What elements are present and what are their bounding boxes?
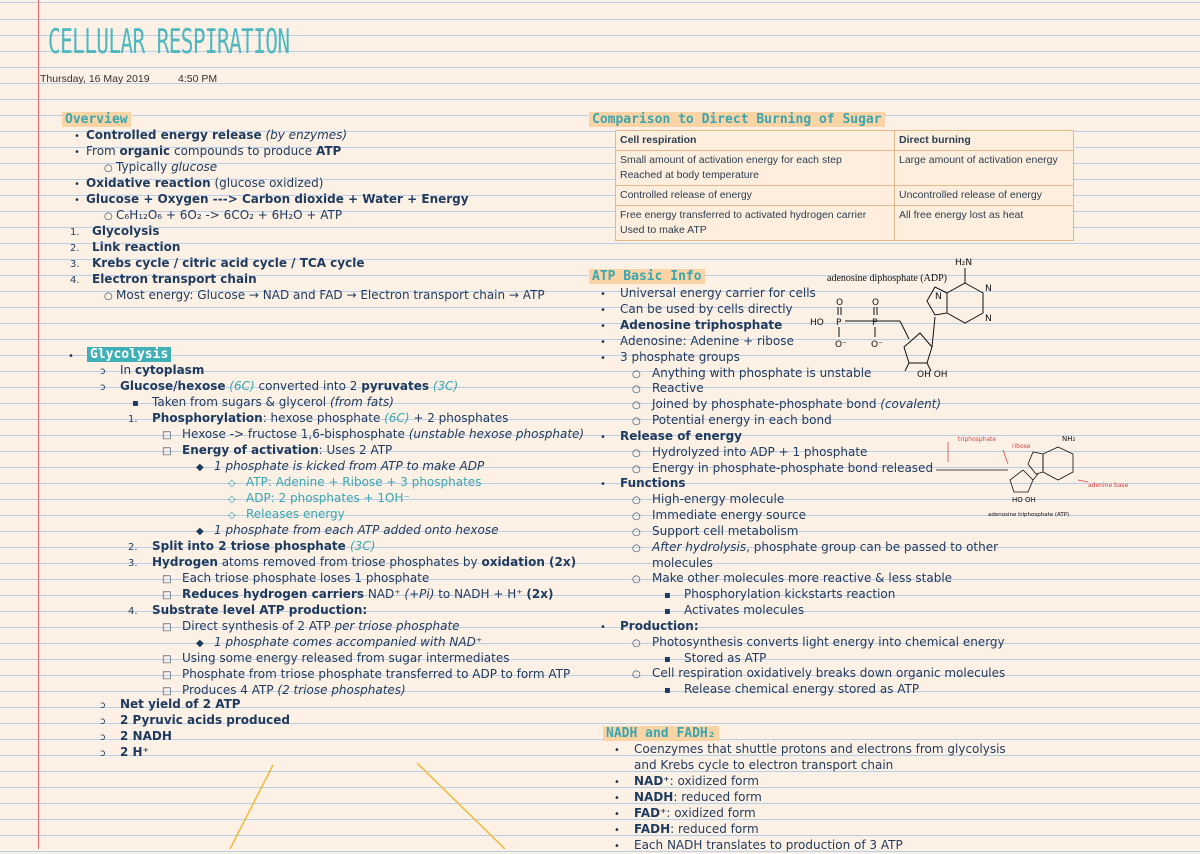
list-item: ○ Make other molecules more reactive & less stable (632, 571, 953, 585)
list-item: 3. Krebs cycle / citric acid cycle / TCA cycle (70, 256, 365, 270)
list-item: ○ Anything with phosphate is unstable (632, 366, 872, 380)
list-item: ͻ Glucose/hexose (6C) converted into 2 pyruvates (3C) (100, 379, 459, 393)
atp-caption: adenosine triphosphate (ATP) (988, 512, 1070, 518)
comparison-table (615, 130, 1074, 241)
list-item: □ Phosphate from triose phosphate transferred to ADP to form ATP (162, 667, 571, 681)
list-item: ○ Energy in phosphate-phosphate bond released (632, 461, 934, 475)
list-item: □ Energy of activation: Uses 2 ATP (162, 443, 393, 457)
oh-label: HO OH (1012, 496, 1036, 504)
list-item: • Release of energy (600, 429, 742, 443)
table-row (616, 186, 1074, 206)
p-label: P (836, 318, 842, 328)
n-label: N (985, 284, 992, 294)
list-item: □ Direct synthesis of 2 ATP per triose phosphate (162, 619, 460, 633)
table-header: Cell respiration (616, 131, 895, 151)
list-item: ○ High-energy molecule (632, 492, 785, 506)
list-item: ○ Joined by phosphate-phosphate bond (covalent) (632, 397, 942, 411)
list-item: • Glucose + Oxygen ---> Carbon dioxide + Water + Energy (74, 192, 469, 206)
list-item: • Production: (600, 619, 699, 633)
list-item: ○ Cell respiration oxidatively breaks down organic molecules (632, 666, 1006, 680)
list-item: ◆ 1 phosphate comes accompanied with NAD⁺ (196, 635, 483, 649)
comparison-heading: Comparison to Direct Burning of Sugar (589, 112, 885, 127)
list-item: 4. Substrate level ATP production: (128, 603, 368, 617)
list-item: • FAD⁺: oxidized form (614, 806, 756, 820)
table-row (616, 131, 1074, 151)
list-item: □ Produces 4 ATP (2 triose phosphates) (162, 683, 406, 697)
list-item: ○ Support cell metabolism (632, 524, 799, 538)
nadh-heading: NADH and FADH₂ (603, 726, 719, 741)
list-item: • Controlled energy release (by enzymes) (74, 128, 348, 142)
table-header: Direct burning (895, 131, 1074, 151)
list-item: ○ C₆H₁₂O₆ + 6O₂ -> 6CO₂ + 6H₂O + ATP (104, 208, 343, 222)
table-row (616, 206, 1074, 241)
page-title: CELLULAR RESPIRATION (48, 22, 290, 62)
o-label: O (872, 298, 880, 308)
oh-label: OH OH (917, 370, 948, 380)
list-item: ◆ 1 phosphate is kicked from ATP to make ADP (196, 459, 485, 473)
time: 4:50 PM (178, 73, 218, 85)
glycolysis-heading: Glycolysis (87, 347, 171, 362)
list-item: 1. Glycolysis (70, 224, 160, 238)
list-item: ▪ Phosphorylation kickstarts reaction (664, 587, 896, 601)
list-item: • Adenosine: Adenine + ribose (600, 334, 794, 348)
list-item: ○ Immediate energy source (632, 508, 806, 522)
list-item: ○ Reactive (632, 381, 704, 395)
overview-heading: Overview (62, 112, 131, 127)
p-label: P (872, 318, 878, 328)
list-item: □ Reduces hydrogen carriers NAD⁺ (+Pi) to NADH + H⁺ (2x) (162, 587, 554, 601)
list-item: ◆ 1 phosphate from each ATP added onto hexose (196, 523, 499, 537)
list-item: • 3 phosphate groups (600, 350, 740, 364)
list-item: □ Using some energy released from sugar intermediates (162, 651, 510, 665)
adenine-label: adenine base (1088, 482, 1128, 489)
adp-caption: adenosine diphosphate (ADP) (827, 273, 947, 284)
list-item: • Oxidative reaction (glucose oxidized) (74, 176, 324, 190)
n-label: N (935, 292, 942, 302)
list-item: ͻ 2 H⁺ (100, 745, 149, 759)
list-item: and Krebs cycle to electron transport chain (634, 758, 894, 772)
list-item: • Can be used by cells directly (600, 302, 793, 316)
list-item: 2. Link reaction (70, 240, 181, 254)
list-item: 4. Electron transport chain (70, 272, 257, 286)
ribose-label: ribose (1012, 443, 1031, 450)
o-label: O (836, 298, 844, 308)
list-item: • (68, 351, 74, 362)
list-item: ◇ ATP: Adenine + Ribose + 3 phosphates (228, 475, 482, 489)
list-item: ○ Potential energy in each bond (632, 413, 832, 427)
h2n-label: H₂N (955, 258, 973, 268)
list-item: ͻ Net yield of 2 ATP (100, 697, 241, 711)
list-item: • Each NADH translates to production of 3 ATP (614, 838, 903, 852)
list-item: 1. Phosphorylation: hexose phosphate (6C) + 2 phosphates (128, 411, 509, 425)
table-cell: Large amount of activation energy (895, 151, 1074, 186)
list-item: ͻ In cytoplasm (100, 363, 205, 377)
ho-label: HO (810, 318, 824, 328)
list-item: • Adenosine triphosphate (600, 318, 783, 332)
list-item: ○ Photosynthesis converts light energy into chemical energy (632, 635, 1005, 649)
triphosphate-label: triphosphate (958, 436, 997, 443)
table-cell: Uncontrolled release of energy (895, 186, 1074, 206)
atp-structure-figure (928, 432, 1128, 522)
list-item: • Functions (600, 476, 686, 490)
list-item: ◇ ADP: 2 phosphates + 1OH⁻ (228, 491, 410, 505)
list-item: ○ After hydrolysis, phosphate group can be passed to other (632, 540, 999, 554)
list-item: ○ Most energy: Glucose → NAD and FAD → Electron transport chain → ATP (104, 288, 545, 302)
list-item: □ Hexose -> fructose 1,6-bisphosphate (unstable hexose phosphate) (162, 427, 585, 441)
table-cell: Free energy transferred to activated hydrogen carrier Used to make ATP (616, 206, 895, 241)
date: Thursday, 16 May 2019 (40, 73, 150, 85)
list-item: ▪ Taken from sugars & glycerol (from fats) (132, 395, 394, 409)
list-item: • FADH: reduced form (614, 822, 759, 836)
o-minus-label: O⁻ (871, 340, 883, 350)
list-item: ▪ Release chemical energy stored as ATP (664, 682, 920, 696)
adp-structure-figure (805, 255, 1020, 385)
o-minus-label: O⁻ (835, 340, 847, 350)
table-cell: All free energy lost as heat (895, 206, 1074, 241)
list-item: 3. Hydrogen atoms removed from triose phosphates by oxidation (2x) (128, 555, 577, 569)
nh2-label: NH₂ (1062, 435, 1076, 443)
list-item: ▪ Stored as ATP (664, 651, 767, 665)
list-item: molecules (652, 556, 713, 570)
list-item: ◇ Releases energy (228, 507, 345, 521)
list-item: ͻ 2 Pyruvic acids produced (100, 713, 291, 727)
table-row (616, 151, 1074, 186)
list-item: ͻ 2 NADH (100, 729, 172, 743)
list-item: □ Each triose phosphate loses 1 phosphate (162, 571, 430, 585)
list-item: ○ Typically glucose (104, 160, 218, 174)
list-item: • NADH: reduced form (614, 790, 762, 804)
list-item: • From organic compounds to produce ATP (74, 144, 342, 158)
list-item: 2. Split into 2 triose phosphate (3C) (128, 539, 376, 553)
list-item: • NAD⁺: oxidized form (614, 774, 759, 788)
list-item: ○ Hydrolyzed into ADP + 1 phosphate (632, 445, 868, 459)
n-label: N (985, 314, 992, 324)
table-cell: Small amount of activation energy for each step Reached at body temperature (616, 151, 895, 186)
list-item: • Universal energy carrier for cells (600, 286, 816, 300)
list-item: ▪ Activates molecules (664, 603, 805, 617)
table-cell: Controlled release of energy (616, 186, 895, 206)
atp-heading: ATP Basic Info (589, 269, 705, 284)
list-item: • Coenzymes that shuttle protons and electrons from glycolysis (614, 742, 1006, 756)
